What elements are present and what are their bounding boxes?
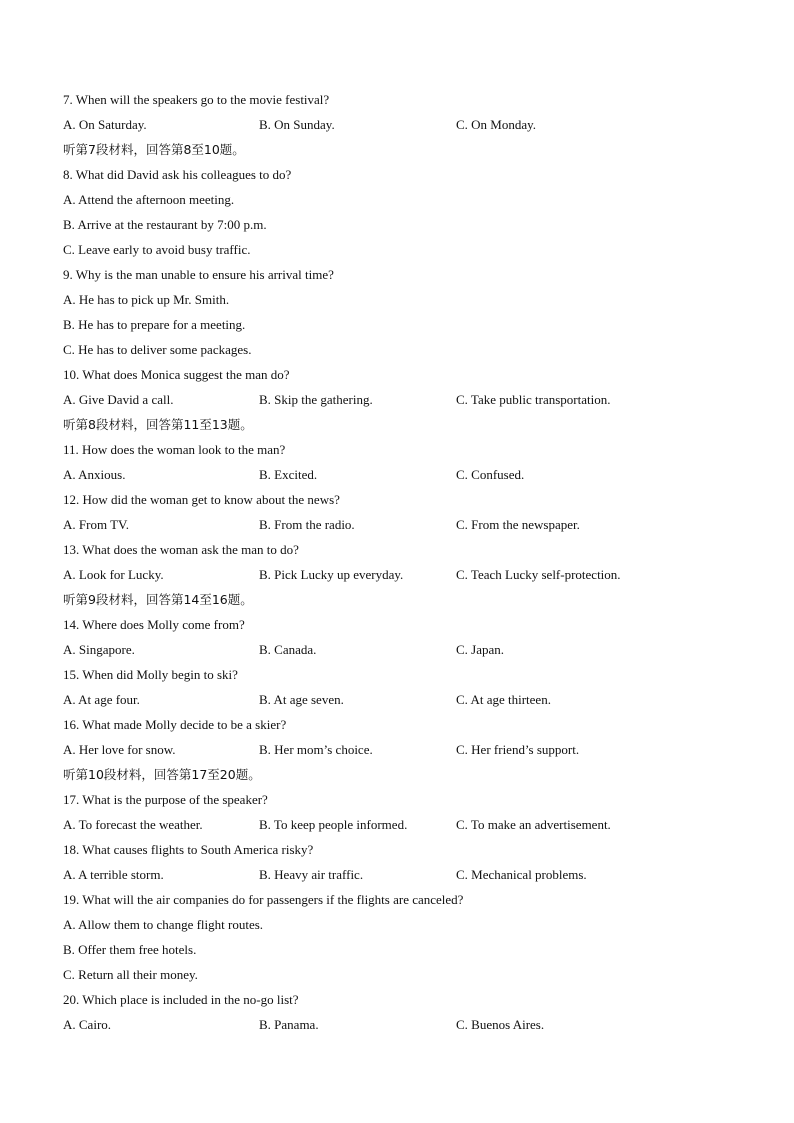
question-row bbox=[63, 662, 743, 687]
option-c: C. Her friend’s support. bbox=[456, 742, 580, 757]
option-c: C. To make an advertisement. bbox=[456, 817, 611, 832]
section-heading-row bbox=[63, 137, 743, 162]
option-b: B. On Sunday. bbox=[259, 117, 335, 132]
options-row bbox=[63, 812, 743, 837]
option-b: B. From the radio. bbox=[259, 517, 355, 532]
section-heading: 听第7段材料，回答第8至10题。 bbox=[63, 142, 245, 157]
section-heading-row bbox=[63, 587, 743, 612]
option-row bbox=[63, 287, 743, 312]
option-a: A. To forecast the weather. bbox=[63, 817, 203, 832]
option-row bbox=[63, 187, 743, 212]
option-row bbox=[63, 312, 743, 337]
option-a: A. A terrible storm. bbox=[63, 867, 164, 882]
options-row bbox=[63, 737, 743, 762]
option-text: B. Offer them free hotels. bbox=[63, 942, 197, 957]
question-text: 19. What will the air companies do for passengers if the flights are canceled? bbox=[63, 892, 464, 907]
question-row bbox=[63, 87, 743, 112]
option-text: B. Arrive at the restaurant by 7:00 p.m. bbox=[63, 217, 267, 232]
option-a: A. Give David a call. bbox=[63, 392, 174, 407]
option-b: B. Panama. bbox=[259, 1017, 319, 1032]
options-row bbox=[63, 562, 743, 587]
question-row bbox=[63, 987, 743, 1012]
option-text: A. Attend the afternoon meeting. bbox=[63, 192, 235, 207]
option-text: C. Return all their money. bbox=[63, 967, 198, 982]
options-row bbox=[63, 1012, 743, 1037]
option-b: B. Heavy air traffic. bbox=[259, 867, 364, 882]
question-row bbox=[63, 362, 743, 387]
question-row bbox=[63, 837, 743, 862]
question-text: 20. Which place is included in the no-go list? bbox=[63, 992, 299, 1007]
section-heading-row bbox=[63, 762, 743, 787]
option-a: A. From TV. bbox=[63, 517, 129, 532]
option-row bbox=[63, 912, 743, 937]
question-text: 8. What did David ask his colleagues to do? bbox=[63, 167, 292, 182]
options-row bbox=[63, 637, 743, 662]
option-b: B. Excited. bbox=[259, 467, 318, 482]
question-text: 13. What does the woman ask the man to do? bbox=[63, 542, 299, 557]
option-c: C. At age thirteen. bbox=[456, 692, 551, 707]
option-a: A. Her love for snow. bbox=[63, 742, 176, 757]
option-text: A. Allow them to change flight routes. bbox=[63, 917, 264, 932]
option-text: C. Leave early to avoid busy traffic. bbox=[63, 242, 251, 257]
question-text: 17. What is the purpose of the speaker? bbox=[63, 792, 268, 807]
question-text: 10. What does Monica suggest the man do? bbox=[63, 367, 290, 382]
question-text: 16. What made Molly decide to be a skier? bbox=[63, 717, 287, 732]
option-c: C. Take public transportation. bbox=[456, 392, 611, 407]
question-text: 11. How does the woman look to the man? bbox=[63, 442, 286, 457]
option-c: C. Confused. bbox=[456, 467, 525, 482]
option-b: B. Pick Lucky up everyday. bbox=[259, 567, 404, 582]
options-row bbox=[63, 862, 743, 887]
option-c: C. Mechanical problems. bbox=[456, 867, 587, 882]
question-text: 18. What causes flights to South America risky? bbox=[63, 842, 314, 857]
question-text: 15. When did Molly begin to ski? bbox=[63, 667, 238, 682]
option-row bbox=[63, 337, 743, 362]
option-b: B. At age seven. bbox=[259, 692, 344, 707]
section-heading-row bbox=[63, 412, 743, 437]
option-c: C. Buenos Aires. bbox=[456, 1017, 545, 1032]
option-b: B. Canada. bbox=[259, 642, 317, 657]
option-row bbox=[63, 962, 743, 987]
option-a: A. Look for Lucky. bbox=[63, 567, 164, 582]
question-row bbox=[63, 787, 743, 812]
question-text: 14. Where does Molly come from? bbox=[63, 617, 245, 632]
option-row bbox=[63, 212, 743, 237]
question-text: 9. Why is the man unable to ensure his arrival time? bbox=[63, 267, 334, 282]
option-row bbox=[63, 937, 743, 962]
options-row bbox=[63, 512, 743, 537]
exam-page bbox=[63, 87, 743, 1037]
option-c: C. Japan. bbox=[456, 642, 505, 657]
options-row bbox=[63, 387, 743, 412]
question-row bbox=[63, 537, 743, 562]
option-a: A. Cairo. bbox=[63, 1017, 112, 1032]
options-row bbox=[63, 462, 743, 487]
question-row bbox=[63, 487, 743, 512]
question-text: 7. When will the speakers go to the movie festival? bbox=[63, 92, 330, 107]
option-text: B. He has to prepare for a meeting. bbox=[63, 317, 246, 332]
option-row bbox=[63, 237, 743, 262]
question-row bbox=[63, 887, 743, 912]
question-row bbox=[63, 162, 743, 187]
section-heading: 听第8段材料，回答第11至13题。 bbox=[63, 417, 253, 432]
question-text: 12. How did the woman get to know about the news? bbox=[63, 492, 340, 507]
section-heading: 听第9段材料，回答第14至16题。 bbox=[63, 592, 253, 607]
option-text: C. He has to deliver some packages. bbox=[63, 342, 252, 357]
option-text: A. He has to pick up Mr. Smith. bbox=[63, 292, 230, 307]
option-b: B. To keep people informed. bbox=[259, 817, 408, 832]
question-row bbox=[63, 612, 743, 637]
option-a: A. On Saturday. bbox=[63, 117, 147, 132]
option-a: A. Singapore. bbox=[63, 642, 135, 657]
option-a: A. At age four. bbox=[63, 692, 140, 707]
option-a: A. Anxious. bbox=[63, 467, 126, 482]
question-row bbox=[63, 262, 743, 287]
option-c: C. From the newspaper. bbox=[456, 517, 580, 532]
options-row bbox=[63, 687, 743, 712]
options-row bbox=[63, 112, 743, 137]
option-c: C. On Monday. bbox=[456, 117, 537, 132]
option-b: B. Her mom’s choice. bbox=[259, 742, 373, 757]
option-c: C. Teach Lucky self-protection. bbox=[456, 567, 621, 582]
option-b: B. Skip the gathering. bbox=[259, 392, 373, 407]
section-heading: 听第10段材料，回答第17至20题。 bbox=[63, 767, 261, 782]
question-row bbox=[63, 437, 743, 462]
question-row bbox=[63, 712, 743, 737]
